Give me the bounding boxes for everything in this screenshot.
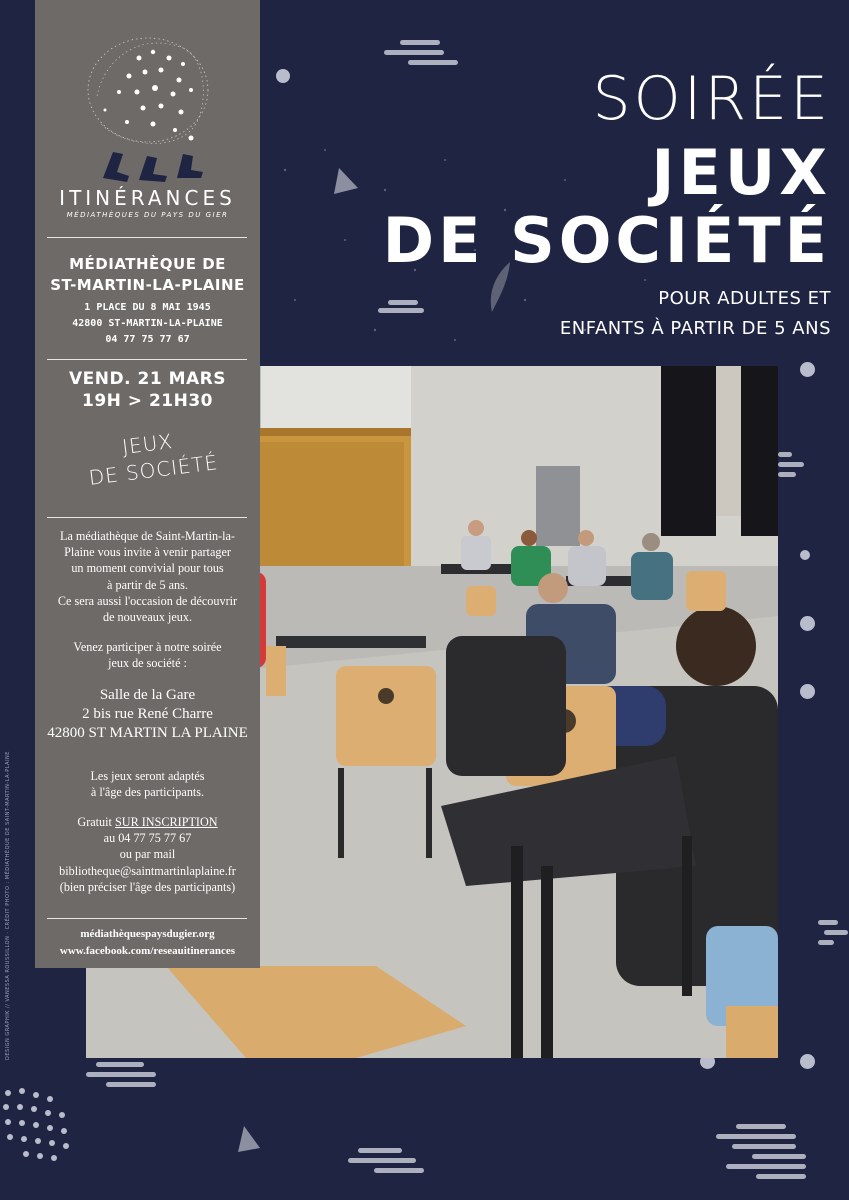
description-text <box>35 528 260 895</box>
divider <box>47 359 247 360</box>
decor-dot <box>800 684 815 699</box>
place-line: Salle de la Gare <box>99 686 196 703</box>
decor-triangle <box>238 1126 262 1154</box>
text-line: Ce sera aussi l'occasion de découvrir <box>57 593 238 608</box>
decor-cloud <box>384 40 464 74</box>
decor-dot <box>800 550 810 560</box>
text-line: un moment convivial pour tous <box>71 561 224 576</box>
title-soiree: SOIRÉE <box>592 64 831 134</box>
place-line: 2 bis rue René Charre <box>82 705 213 722</box>
subtitle-audience-2: ENFANTS À PARTIR DE 5 ANS <box>559 318 831 339</box>
decor-cloud <box>716 1124 826 1184</box>
venue-phone: 04 77 75 77 67 <box>105 334 190 345</box>
event-date: VEND. 21 MARS <box>69 369 226 389</box>
decor-cloud <box>778 452 808 482</box>
text-line: ou par mail <box>119 847 176 862</box>
text-line: (bien préciser l'âge des participants) <box>59 879 236 894</box>
text-line: à l'âge des participants. <box>90 784 205 799</box>
signup-prefix: Gratuit <box>77 815 115 830</box>
email-link[interactable]: bibliotheque@saintmartinlaplaine.fr <box>59 863 236 878</box>
divider <box>47 918 247 919</box>
divider <box>47 237 247 238</box>
venue-address-1: 1 PLACE DU 8 MAI 1945 <box>84 302 211 313</box>
decor-cloud <box>348 1148 438 1176</box>
signup-link[interactable]: SUR INSCRIPTION <box>114 815 218 830</box>
info-panel <box>35 0 260 968</box>
decor-dot <box>800 616 815 631</box>
text-line: La médiathèque de Saint-Martin-la- <box>60 529 235 543</box>
decor-cloud <box>378 300 438 316</box>
venue-address-2: 42800 ST-MARTIN-LA-PLAINE <box>72 318 223 329</box>
decor-dot <box>276 69 290 83</box>
facebook-link[interactable]: www.facebook.com/reseauitinerances <box>59 945 236 957</box>
decor-cloud <box>86 1058 176 1088</box>
photo-credit: DESIGN GRAPHIK // VANESSA ROUSSILLON · CRÉDIT PHOTO : MÉDIATHÈQUE DE SAINT-MARTIN-LA-PLAINE <box>5 751 11 1060</box>
text-line: de nouveaux jeux. <box>102 610 192 625</box>
signup-line <box>35 814 260 830</box>
decor-cloud <box>818 920 848 946</box>
website-link[interactable]: médiathèquespaysdugier.org <box>80 928 215 940</box>
decor-dot <box>800 1054 815 1069</box>
itinerances-logo-icon <box>83 28 213 188</box>
text-line: Plaine vous invite à venir partager <box>64 545 231 560</box>
text-line: Venez participer à notre soirée <box>73 640 222 655</box>
brand-name: ITINÉRANCES <box>59 186 236 210</box>
decor-dot <box>800 362 815 377</box>
title-jeux: JEUX <box>651 136 831 209</box>
brand-tagline: MÉDIATHÈQUES DU PAYS DU GIER <box>66 211 229 219</box>
event-time: 19H > 21H30 <box>81 391 213 411</box>
badge-jeux: JEUX <box>120 428 175 460</box>
dot-cluster <box>0 1085 90 1165</box>
text-line: jeux de société : <box>108 656 187 671</box>
text-line: à partir de 5 ans. <box>107 577 188 592</box>
subtitle-audience-1: POUR ADULTES ET <box>658 288 831 309</box>
text-line: Les jeux seront adaptés <box>90 768 205 783</box>
place-line: 42800 ST MARTIN LA PLAINE <box>47 724 248 741</box>
divider <box>47 517 247 518</box>
title-de-societe: DE SOCIÉTÉ <box>382 204 831 277</box>
text-line: au 04 77 75 77 67 <box>103 831 192 846</box>
venue-name-1: MÉDIATHÈQUE DE <box>69 255 226 273</box>
badge-de-societe: DE SOCIÉTÉ <box>87 450 220 490</box>
venue-name-2: ST-MARTIN-LA-PLAINE <box>50 276 245 294</box>
